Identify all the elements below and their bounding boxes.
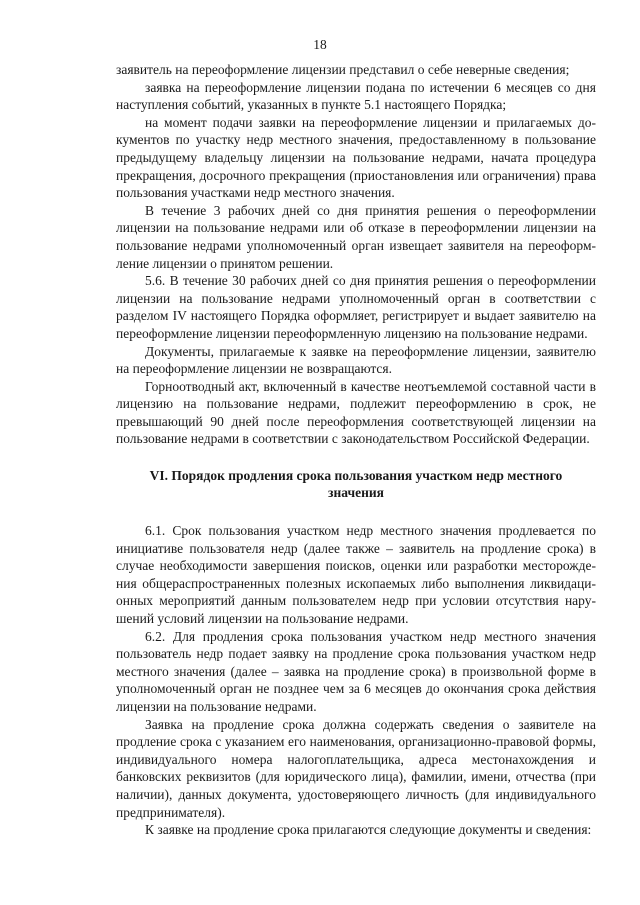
paragraph: 6.2. Для продления срока пользования участком недр местного значения пользователь недр подает заявку на продление срока пользования участком недр местного значения (далее – заявка на продление срока) в произвольной форме в уполномоченный орган не позднее чем за 6 месяцев до окончания срока действия лицензии на пользование недрами.	[116, 628, 596, 714]
paragraph: Горноотводный акт, включенный в качестве неотъемлемой составной части в лицензию на пользование недрами, подлежит переоформлению в срок, не превышающий 90 дней после переоформления соответствующей лицензии на пользование недрами в соответствии с законодательством Российской Федерации.	[116, 378, 596, 447]
paragraph: на момент подачи заявки на переоформление лицензии и прилагаемых документов по участку недр местного значения, предоставленному в пользование предыдущему владельцу лицензии на пользование недрами, начата процедура прекращения, досрочного прекращения (приостановления или ограничения) права пользования участками недр местного значения.	[116, 114, 596, 201]
paragraph: Заявка на продление срока должна содержать сведения о заявителе на продление срока с указанием его наименования, организационно-правовой формы, индивидуального номера налогоплательщика, адреса местонахождения и банковских реквизитов (для юридического лица), фамилии, имени, отчества (при наличии), данных документа, удостоверяющего личность (для индивидуального предпринимателя).	[116, 716, 596, 820]
document-body	[116, 61, 596, 839]
paragraph: К заявке на продление срока прилагаются следующие документы и сведения:	[145, 822, 592, 838]
paragraph: Документы, прилагаемые к заявке на переоформление лицензии, заявителю на переоформление лицензии не возвращаются.	[116, 343, 596, 377]
paragraph: 6.1. Срок пользования участком недр местного значения продлевается по инициативе пользователя недр (далее также – заявитель на продление срока) в случае необходимости завершения поисков, оценки или разработки месторождения общераспространенных полезных ископаемых либо выполнения ликвидационных мероприятий данным пользователем недр при условии отсутствия нарушений условий лицензии на пользование недрами.	[116, 523, 596, 627]
section-heading: VI. Порядок продления срока пользования участком недр местного значения	[149, 468, 563, 501]
paragraph: заявка на переоформление лицензии подана по истечении 6 месяцев со дня наступления событий, указанных в пункте 5.1 настоящего Порядка;	[116, 79, 596, 113]
page-number: 18	[313, 37, 327, 52]
paragraph: В течение 3 рабочих дней со дня принятия решения о переоформлении лицензии на пользование недрами или об отказе в переоформлении лицензии на пользование недрами уполномоченный орган извещает заявителя на переоформление лицензии о принятом решении.	[116, 202, 596, 271]
paragraph: 5.6. В течение 30 рабочих дней со дня принятия решения о переоформлении лицензии на пользование недрами уполномоченный орган в соответствии с разделом IV настоящего Порядка оформляет, регистрирует и выдает заявителю на переоформление лицензии переоформленную лицензию на пользование недрами.	[116, 273, 596, 341]
paragraph: заявитель на переоформление лицензии представил о себе неверные сведения;	[116, 62, 570, 77]
